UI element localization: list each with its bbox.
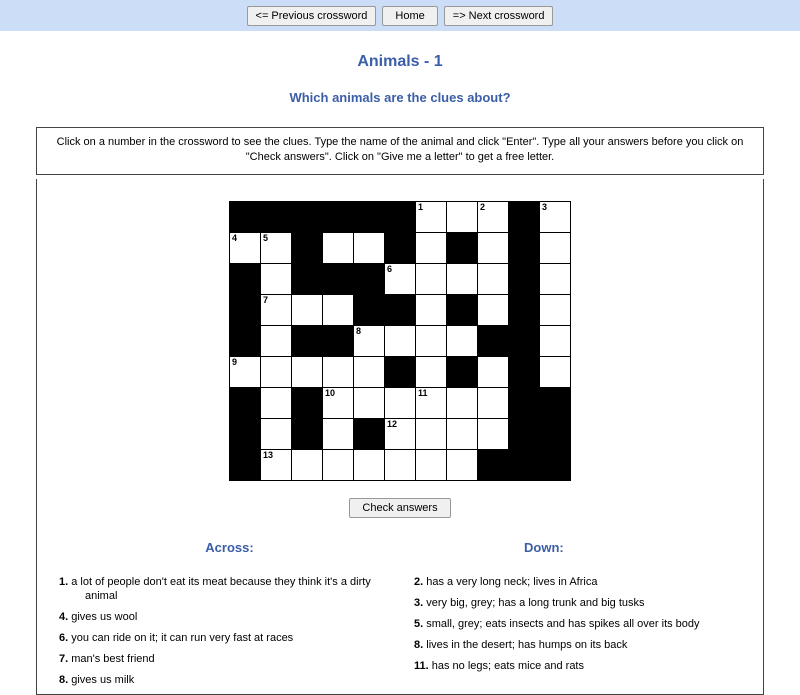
crossword-cell-open[interactable] — [447, 326, 478, 357]
crossword-cell-open[interactable] — [354, 388, 385, 419]
crossword-cell-open[interactable] — [478, 264, 509, 295]
across-heading: Across: — [205, 540, 254, 555]
crossword-cell-open[interactable] — [416, 419, 447, 450]
across-clues-column — [37, 540, 400, 694]
crossword-cell-blocked — [509, 419, 540, 450]
down-clue-item[interactable] — [414, 575, 763, 589]
next-crossword-button[interactable]: => Next crossword — [444, 6, 554, 26]
crossword-cell-open[interactable] — [323, 357, 354, 388]
crossword-cell-number[interactable]: 1 — [418, 202, 424, 212]
crossword-row — [230, 388, 571, 419]
crossword-cell-open[interactable] — [292, 295, 323, 326]
instructions-panel: Click on a number in the crossword to see the clues. Type the name of the animal and click "Enter". Type all your answers before you click on "Check answers". Click on "Give me a letter" to get a free letter. — [36, 127, 764, 175]
down-clue-item[interactable] — [414, 617, 763, 631]
crossword-cell-open[interactable] — [416, 233, 447, 264]
crossword-cell-number[interactable]: 10 — [325, 388, 336, 398]
across-clue-item[interactable] — [59, 610, 400, 624]
crossword-cell-open[interactable] — [540, 202, 571, 233]
crossword-cell-number[interactable]: 2 — [480, 202, 486, 212]
crossword-cell-open[interactable] — [478, 388, 509, 419]
crossword-cell-open[interactable] — [540, 264, 571, 295]
crossword-cell-number[interactable]: 11 — [418, 388, 428, 398]
crossword-cell-blocked — [230, 326, 261, 357]
crossword-cell-open[interactable] — [478, 419, 509, 450]
crossword-cell-blocked — [509, 326, 540, 357]
check-answers-button[interactable]: Check answers — [349, 498, 450, 518]
crossword-cell-open[interactable] — [261, 450, 292, 481]
check-answers-wrapper — [37, 498, 763, 518]
crossword-cell-blocked — [354, 264, 385, 295]
crossword-cell-open[interactable] — [416, 295, 447, 326]
crossword-cell-blocked — [509, 264, 540, 295]
crossword-cell-open[interactable] — [323, 388, 354, 419]
crossword-row — [230, 419, 571, 450]
crossword-cell-open[interactable] — [385, 450, 416, 481]
down-clue-text: very big, grey; has a long trunk and big tusks — [423, 597, 645, 609]
page-title: Animals - 1 — [357, 53, 443, 70]
down-clue-text: has no legs; eats mice and rats — [428, 660, 584, 672]
crossword-cell-open[interactable] — [230, 233, 261, 264]
crossword-cell-blocked — [230, 388, 261, 419]
crossword-cell-number[interactable]: 7 — [263, 295, 269, 305]
crossword-cell-blocked — [509, 388, 540, 419]
down-clue-number: 2. — [414, 576, 424, 588]
across-clue-number: 4. — [59, 611, 69, 623]
across-clue-number: 6. — [59, 632, 69, 644]
crossword-cell-open[interactable] — [540, 357, 571, 388]
across-clue-text: gives us milk — [68, 674, 135, 686]
crossword-cell-blocked — [478, 326, 509, 357]
crossword-cell-open[interactable] — [416, 450, 447, 481]
crossword-cell-open[interactable] — [447, 388, 478, 419]
across-clue-text: gives us wool — [68, 611, 138, 623]
down-clue-text: small, grey; eats insects and has spikes all over its body — [423, 618, 700, 630]
across-clue-item[interactable] — [59, 631, 400, 645]
crossword-cell-open[interactable] — [478, 202, 509, 233]
across-clue-text: man's best friend — [68, 653, 155, 665]
crossword-cell-number[interactable]: 9 — [232, 357, 238, 367]
clues-section — [37, 540, 763, 694]
crossword-cell-open[interactable] — [261, 295, 292, 326]
crossword-cell-open[interactable] — [416, 264, 447, 295]
crossword-cell-open[interactable] — [540, 326, 571, 357]
crossword-cell-open[interactable] — [230, 357, 261, 388]
crossword-cell-open[interactable] — [416, 388, 447, 419]
crossword-cell-blocked — [509, 202, 540, 233]
crossword-cell-blocked — [447, 295, 478, 326]
crossword-cell-blocked — [292, 264, 323, 295]
crossword-cell-blocked — [230, 450, 261, 481]
crossword-cell-blocked — [540, 450, 571, 481]
down-clue-number: 8. — [414, 639, 424, 651]
down-clue-number: 3. — [414, 597, 424, 609]
crossword-cell-open[interactable] — [540, 233, 571, 264]
crossword-row — [230, 357, 571, 388]
crossword-cell-open[interactable] — [354, 357, 385, 388]
across-clue-item[interactable] — [59, 673, 400, 687]
crossword-cell-blocked — [478, 450, 509, 481]
crossword-cell-blocked — [230, 202, 261, 233]
crossword-cell-open[interactable] — [354, 450, 385, 481]
crossword-row — [230, 450, 571, 481]
across-clue-number: 1. — [59, 576, 69, 588]
down-heading: Down: — [524, 540, 564, 555]
crossword-cell-blocked — [230, 264, 261, 295]
crossword-row — [230, 233, 571, 264]
crossword-row — [230, 202, 571, 233]
down-clue-item[interactable] — [414, 596, 763, 610]
crossword-row — [230, 264, 571, 295]
crossword-cell-blocked — [292, 388, 323, 419]
crossword-cell-blocked — [230, 295, 261, 326]
crossword-cell-blocked — [540, 388, 571, 419]
crossword-cell-blocked — [509, 233, 540, 264]
across-clue-number: 7. — [59, 653, 69, 665]
crossword-cell-blocked — [261, 202, 292, 233]
crossword-cell-open[interactable] — [323, 419, 354, 450]
crossword-cell-open[interactable] — [416, 326, 447, 357]
crossword-cell-open[interactable] — [261, 233, 292, 264]
crossword-cell-blocked — [323, 202, 354, 233]
crossword-cell-open[interactable] — [323, 233, 354, 264]
crossword-cell-open[interactable] — [416, 202, 447, 233]
crossword-cell-open[interactable] — [261, 388, 292, 419]
down-clue-number: 5. — [414, 618, 424, 630]
crossword-row — [230, 326, 571, 357]
crossword-cell-open[interactable] — [261, 326, 292, 357]
crossword-cell-blocked — [292, 202, 323, 233]
crossword-cell-number[interactable]: 4 — [232, 233, 238, 243]
crossword-cell-open[interactable] — [447, 202, 478, 233]
crossword-cell-blocked — [540, 419, 571, 450]
crossword-cell-open[interactable] — [385, 388, 416, 419]
crossword-cell-number[interactable]: 5 — [263, 233, 269, 243]
crossword-cell-open[interactable] — [261, 357, 292, 388]
crossword-cell-blocked — [509, 357, 540, 388]
crossword-cell-open[interactable] — [323, 450, 354, 481]
across-clue-number: 8. — [59, 674, 69, 686]
down-clue-item[interactable] — [414, 638, 763, 652]
crossword-cell-blocked — [323, 326, 354, 357]
crossword-cell-number[interactable]: 8 — [356, 326, 362, 336]
crossword-cell-open[interactable] — [385, 419, 416, 450]
crossword-cell-blocked — [385, 202, 416, 233]
crossword-cell-open[interactable] — [478, 357, 509, 388]
crossword-row — [230, 295, 571, 326]
down-clue-text: lives in the desert; has humps on its back — [423, 639, 628, 651]
crossword-cell-open[interactable] — [354, 233, 385, 264]
crossword-cell-open[interactable] — [447, 264, 478, 295]
crossword-cell-open[interactable] — [540, 295, 571, 326]
down-clues-column — [400, 540, 763, 694]
crossword-cell-open[interactable] — [447, 419, 478, 450]
crossword-cell-blocked — [509, 450, 540, 481]
crossword-grid-wrapper — [37, 201, 763, 481]
crossword-cell-open[interactable] — [261, 264, 292, 295]
down-clue-item[interactable] — [414, 659, 763, 673]
crossword-cell-blocked — [447, 233, 478, 264]
crossword-cell-blocked — [354, 202, 385, 233]
crossword-cell-blocked — [292, 326, 323, 357]
crossword-cell-open[interactable] — [416, 357, 447, 388]
crossword-cell-open[interactable] — [323, 295, 354, 326]
across-clue-text: a lot of people don't eat its meat because they think it's a dirty animal — [68, 576, 371, 602]
crossword-cell-number[interactable]: 3 — [542, 202, 548, 212]
crossword-cell-open[interactable] — [478, 233, 509, 264]
home-button[interactable]: Home — [382, 6, 437, 26]
crossword-cell-blocked — [323, 264, 354, 295]
down-clue-number: 11. — [414, 660, 429, 672]
across-clue-item[interactable] — [59, 575, 400, 603]
crossword-grid[interactable] — [229, 201, 571, 481]
crossword-cell-blocked — [292, 419, 323, 450]
previous-crossword-button[interactable]: <= Previous crossword — [247, 6, 377, 26]
crossword-cell-blocked — [230, 419, 261, 450]
crossword-cell-blocked — [385, 295, 416, 326]
down-clue-text: has a very long neck; lives in Africa — [423, 576, 598, 588]
crossword-cell-open[interactable] — [478, 295, 509, 326]
crossword-cell-blocked — [447, 357, 478, 388]
crossword-cell-number[interactable]: 12 — [387, 419, 398, 429]
crossword-cell-blocked — [354, 419, 385, 450]
crossword-cell-blocked — [385, 233, 416, 264]
crossword-cell-blocked — [509, 295, 540, 326]
across-clue-text: you can ride on it; it can run very fast at races — [68, 632, 294, 644]
crossword-cell-open[interactable] — [354, 326, 385, 357]
crossword-cell-open[interactable] — [385, 264, 416, 295]
crossword-cell-number[interactable]: 13 — [263, 450, 274, 460]
crossword-cell-blocked — [292, 233, 323, 264]
page-subtitle: Which animals are the clues about? — [289, 90, 511, 105]
crossword-panel — [36, 179, 764, 695]
crossword-cell-blocked — [385, 357, 416, 388]
crossword-cell-blocked — [354, 295, 385, 326]
crossword-cell-open[interactable] — [292, 357, 323, 388]
across-clue-item[interactable] — [59, 652, 400, 666]
crossword-cell-open[interactable] — [447, 450, 478, 481]
crossword-cell-number[interactable]: 6 — [387, 264, 393, 274]
crossword-cell-open[interactable] — [261, 419, 292, 450]
crossword-cell-open[interactable] — [292, 450, 323, 481]
top-navigation-bar — [0, 0, 800, 31]
crossword-cell-open[interactable] — [385, 326, 416, 357]
